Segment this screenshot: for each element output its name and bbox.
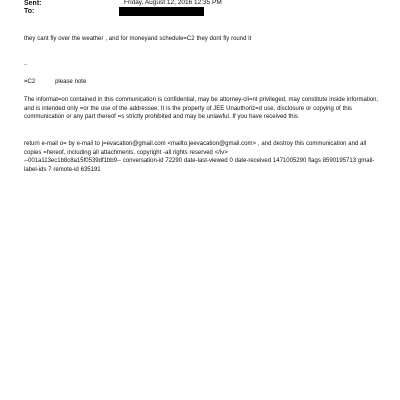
confidentiality-notice: The informat=on contained in this communication is confidential, may be attorney-cli=nt privileged, may constitute inside information, and is intended only =or the use of the addressee. It is the property of JEE Unauthoriz=d use, disclosure or copying of this communication or any part thereof =s strictly prohibited and may be unlawful. If you have received this [24, 97, 379, 121]
note-line [24, 78, 380, 87]
note-text: please note [55, 79, 87, 85]
message-metadata: --001a113ec1b8c8a15f0539df1bb9-- conversation-id 72290 date-last-viewed 0 date-received 1471005290 flags 8590195713 gmail-label-ids 7 remote-id 635191 [24, 158, 375, 173]
sent-label: Sent: [24, 0, 42, 7]
note-code: =C2 [24, 79, 36, 85]
redacted-recipient [119, 7, 204, 16]
to-label: To: [24, 8, 35, 15]
return-instructions: return e-mail o= by e-mail to j=evacation@gmail.com <mailto:jeevacation@gmail.com> , and destroy this communication and all copies =hereof, including all attachments. copyright -all rights reserved </iv> [24, 141, 367, 156]
message-line: they cant fly over the weather , and for moneyand schedule=C2 they dont fly round it [24, 36, 252, 42]
ellipsis-line: .. [24, 61, 28, 67]
sent-date: Friday, August 12, 2016 12:35 PM [124, 0, 222, 6]
